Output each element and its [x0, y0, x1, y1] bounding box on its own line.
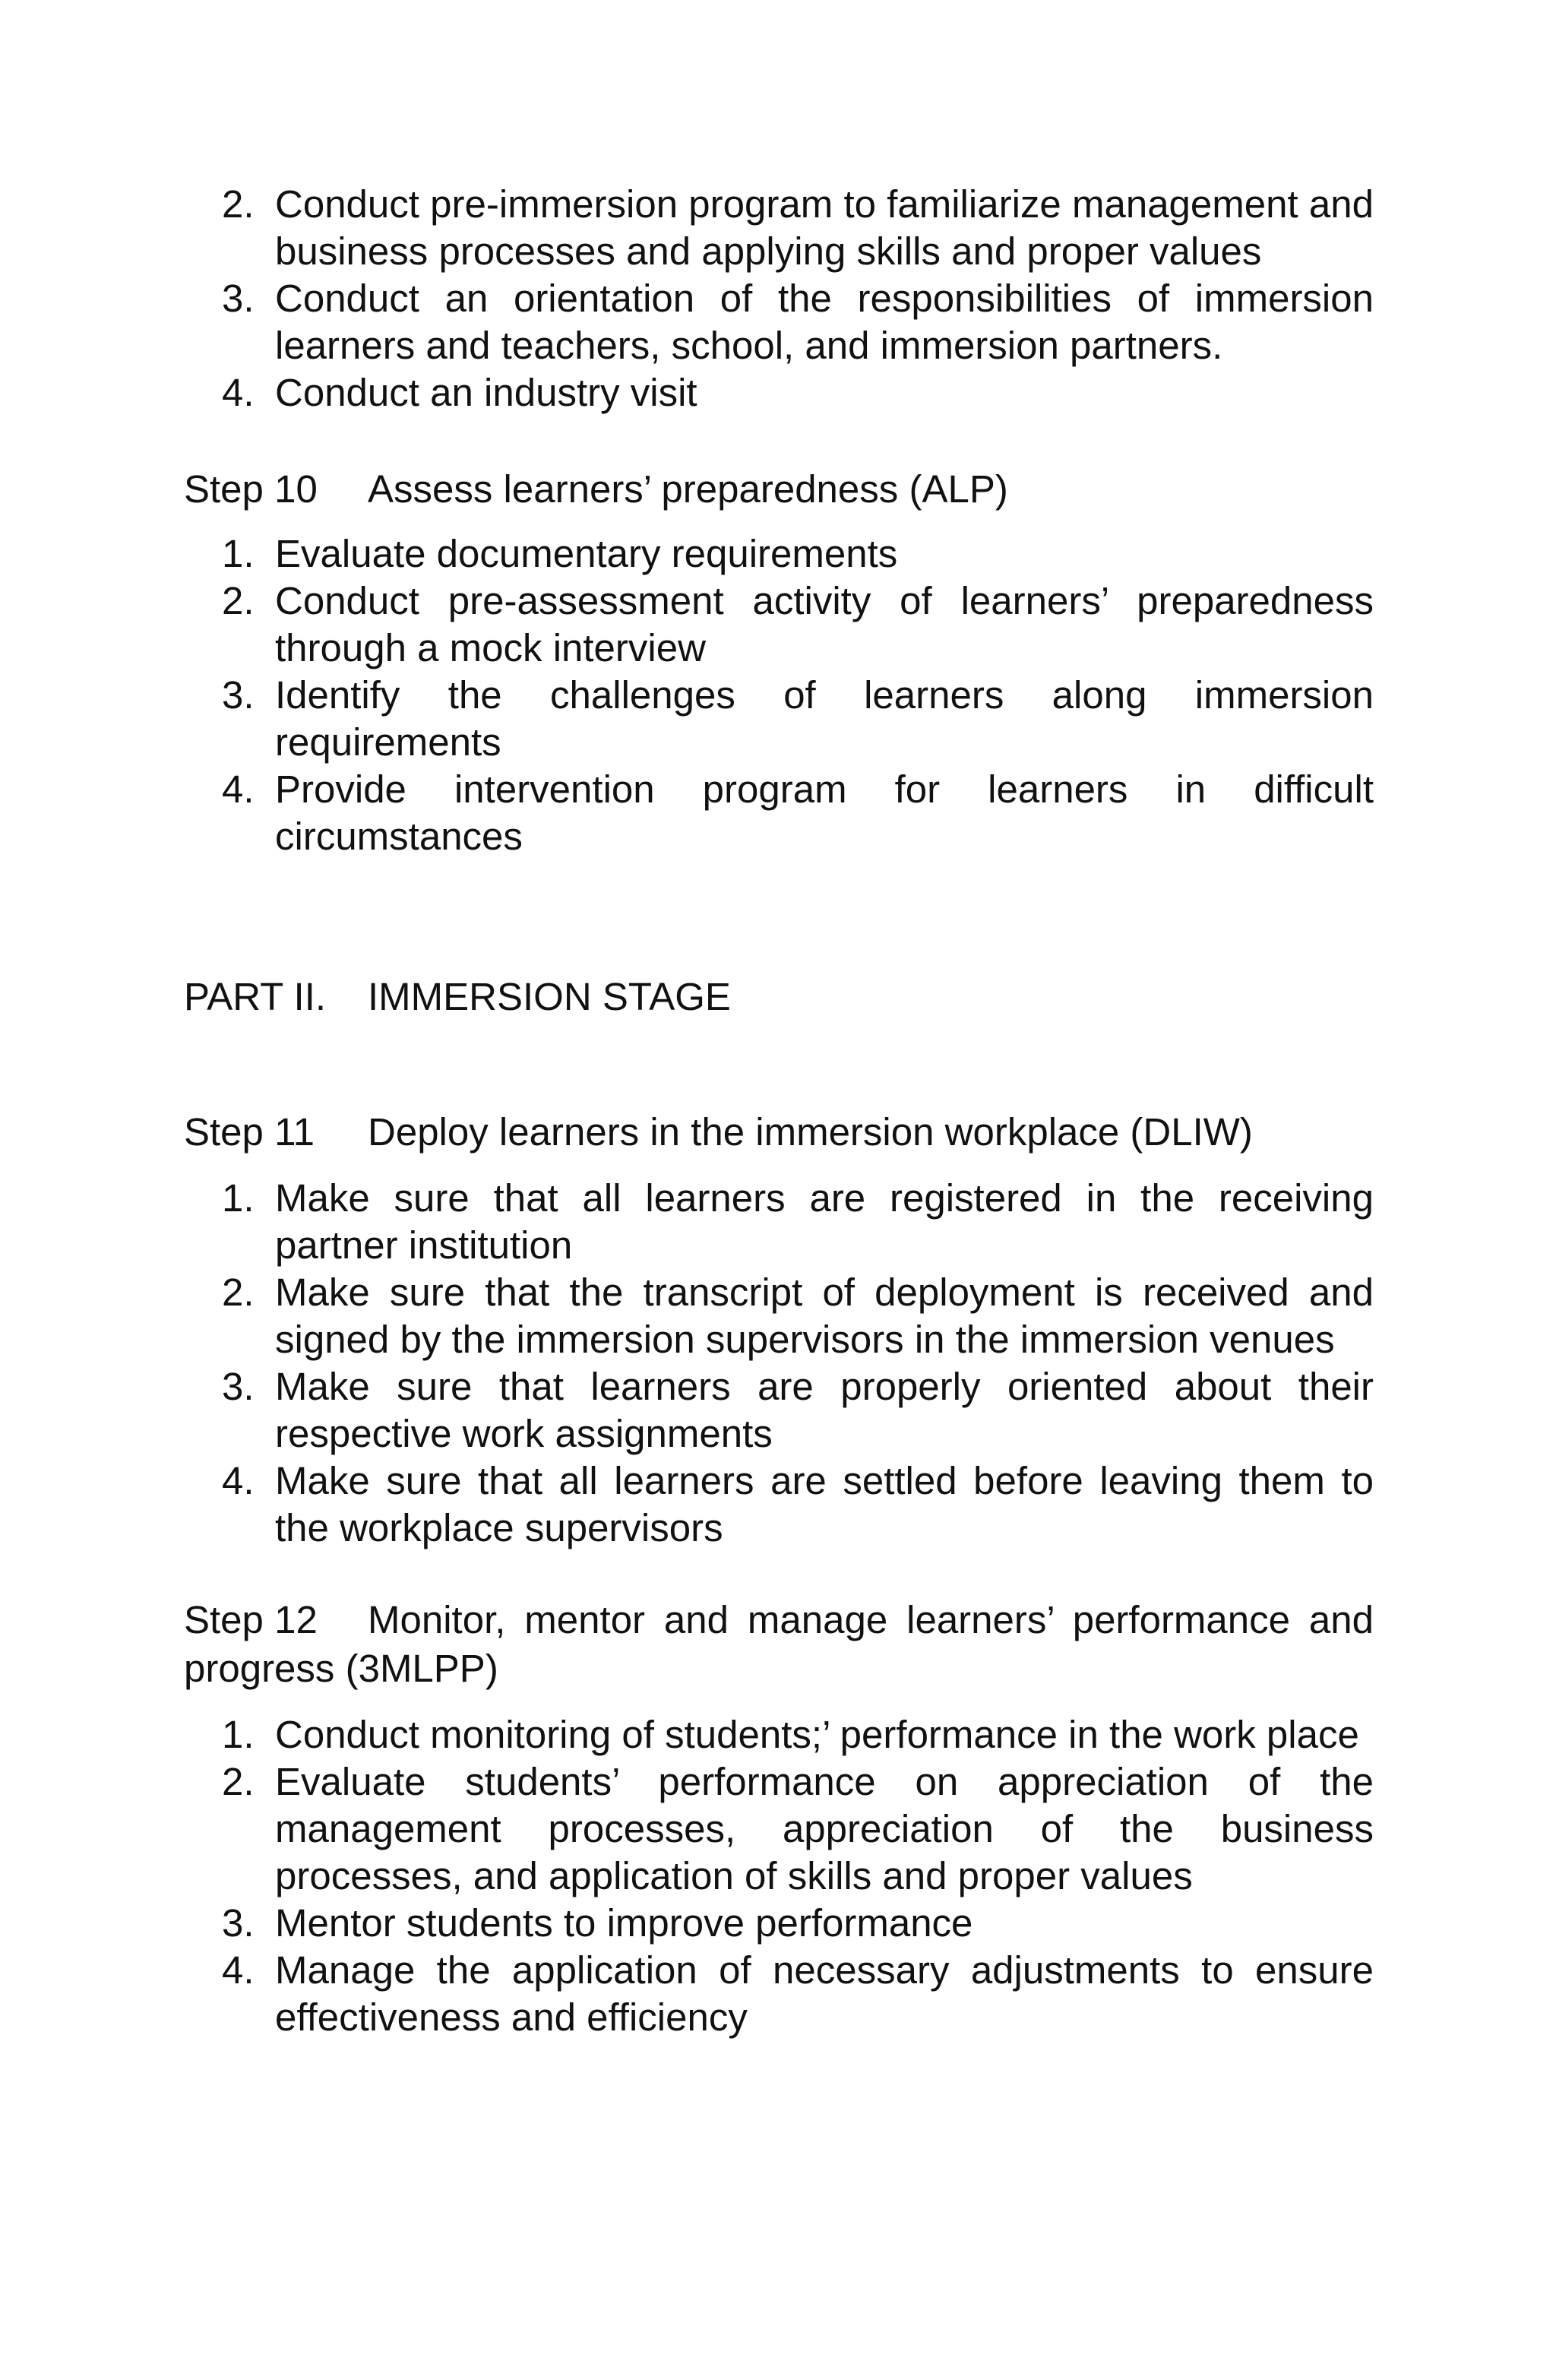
item-text: Conduct pre-immersion program to familiarize management and business processes and applying skills and proper values	[275, 182, 1374, 273]
continued-list-section	[184, 181, 1374, 416]
step-label: Step 10	[184, 467, 318, 511]
step-10-list	[184, 530, 1374, 860]
step-12-list-section	[184, 1711, 1374, 2041]
item-text: Mentor students to improve performance	[275, 1901, 973, 1945]
item-text: Make sure that all learners are settled before leaving them to the workplace supervisors	[275, 1459, 1374, 1549]
step-title: Deploy learners in the immersion workplace (DLIW)	[368, 1110, 1253, 1154]
list-item	[184, 1947, 1374, 2041]
step-12-heading	[184, 1596, 1374, 1693]
item-number: 4.	[222, 1459, 255, 1502]
item-number: 2.	[222, 182, 255, 226]
item-number: 2.	[222, 1271, 255, 1314]
item-number: 2.	[222, 579, 255, 622]
list-item	[184, 1758, 1374, 1900]
item-text: Evaluate students’ performance on appreciation of the management processes, appreciation of the business processes, and application of skills and proper values	[275, 1760, 1374, 1897]
item-text: Make sure that all learners are registered in the receiving partner institution	[275, 1176, 1374, 1267]
list-item	[184, 578, 1374, 672]
step-title: Monitor, mentor and manage learners’ performance and progress (3MLPP)	[184, 1598, 1374, 1690]
part-title: IMMERSION STAGE	[368, 975, 731, 1018]
step-title: Assess learners’ preparedness (ALP)	[368, 467, 1008, 511]
step-11-list-section	[184, 1175, 1374, 1552]
item-text: Make sure that the transcript of deployment is received and signed by the immersion supervisors in the immersion venues	[275, 1271, 1374, 1361]
part-label: PART II.	[184, 975, 327, 1018]
step-10-heading	[184, 465, 1374, 514]
list-item	[184, 1457, 1374, 1552]
item-number: 3.	[222, 1365, 255, 1408]
list-item	[184, 275, 1374, 369]
step-12-list	[184, 1711, 1374, 2041]
item-number: 3.	[222, 673, 255, 717]
step-label: Step 11	[184, 1110, 315, 1154]
part-2-heading	[184, 973, 1374, 1021]
item-number: 1.	[222, 1176, 255, 1220]
item-text: Conduct pre-assessment activity of learners’ preparedness through a mock interview	[275, 579, 1374, 669]
list-item	[184, 1269, 1374, 1363]
step-10-list-section	[184, 530, 1374, 860]
item-text: Make sure that learners are properly oriented about their respective work assignments	[275, 1365, 1374, 1455]
list-item	[184, 1711, 1374, 1758]
continued-list	[184, 181, 1374, 416]
list-item	[184, 1363, 1374, 1457]
item-number: 4.	[222, 767, 255, 811]
list-item	[184, 1900, 1374, 1947]
step-11-heading	[184, 1108, 1374, 1157]
item-number: 2.	[222, 1760, 255, 1803]
item-text: Manage the application of necessary adjustments to ensure effectiveness and efficiency	[275, 1948, 1374, 2039]
list-item	[184, 530, 1374, 578]
item-number: 3.	[222, 1901, 255, 1945]
item-text: Conduct monitoring of students;’ performance in the work place	[275, 1713, 1359, 1756]
list-item	[184, 369, 1374, 416]
item-number: 1.	[222, 532, 255, 575]
list-item	[184, 672, 1374, 766]
item-text: Evaluate documentary requirements	[275, 532, 898, 575]
item-number: 4.	[222, 371, 255, 414]
item-text: Provide intervention program for learners in difficult circumstances	[275, 767, 1374, 858]
item-number: 3.	[222, 277, 255, 320]
item-number: 1.	[222, 1713, 255, 1756]
item-number: 4.	[222, 1948, 255, 1992]
list-item	[184, 1175, 1374, 1269]
item-text: Conduct an industry visit	[275, 371, 697, 414]
step-label: Step 12	[184, 1598, 318, 1641]
item-text: Conduct an orientation of the responsibilities of immersion learners and teachers, school, and immersion partners.	[275, 277, 1374, 367]
step-11-list	[184, 1175, 1374, 1552]
list-item	[184, 181, 1374, 275]
list-item	[184, 766, 1374, 860]
item-text: Identify the challenges of learners along immersion requirements	[275, 673, 1374, 764]
